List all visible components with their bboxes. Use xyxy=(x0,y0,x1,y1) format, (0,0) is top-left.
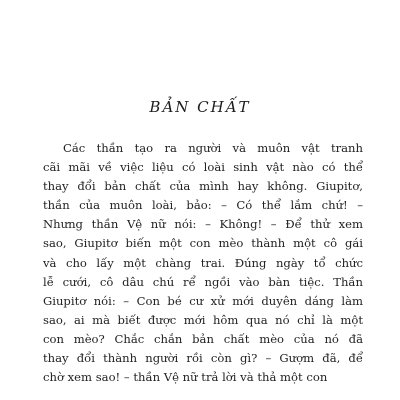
text-line: lễ cưới, cô dâu chú rể ngồi vào bàn tiệc. Thần xyxy=(43,274,363,289)
page-title: BẢN CHẤT xyxy=(149,98,251,116)
text-line: sao, ai mà biết được mới hôm qua nó chỉ là một xyxy=(43,312,363,327)
story-paragraph xyxy=(43,139,363,387)
text-line: Giupitơ nói: – Con bé cư xử mới duyên dáng làm xyxy=(43,293,363,308)
text-line: sao, Giupitơ biến một con mèo thành một cô gái xyxy=(43,236,363,251)
text-line: và cho lấy một chàng trai. Đúng ngày tổ chức xyxy=(43,255,363,270)
text-line: con mèo? Chắc chắn bản chất mèo của nó đã xyxy=(43,331,363,346)
text-line: Nhưng thần Vệ nữ nói: – Không! – Để thử xem xyxy=(43,217,363,232)
text-line: thay đổi bản chất của mình hay không. Giupitơ, xyxy=(43,179,363,194)
text-line: cãi mãi về việc liệu có loài sinh vật nào có thể xyxy=(43,160,363,175)
text-line: thần của muôn loài, bảo: – Có thể lắm chứ! – xyxy=(43,198,363,213)
text-line: Các thần tạo ra người và muôn vật tranh xyxy=(63,141,363,155)
text-line: thay đổi thành người rồi còn gì? – Gượm đã, để xyxy=(43,351,363,366)
text-line: chờ xem sao! – thần Vệ nữ trả lời và thả một con xyxy=(43,370,328,385)
